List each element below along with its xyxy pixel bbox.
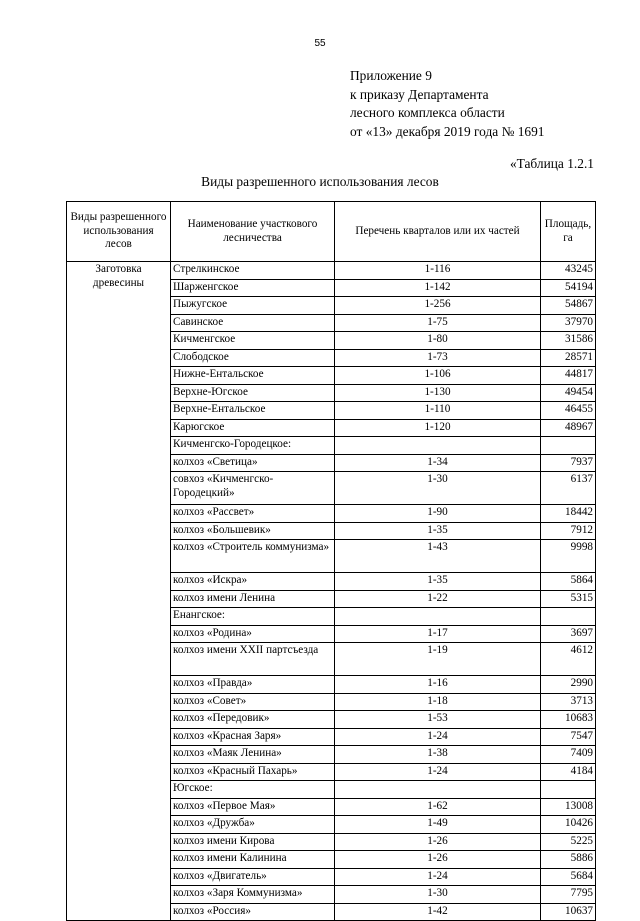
cell-quarters: 1-24 (335, 763, 541, 781)
cell-area: 3697 (541, 625, 596, 643)
cell-quarters: 1-34 (335, 454, 541, 472)
cell-quarters (335, 608, 541, 626)
cell-forestry-name: колхоз «Дружба» (171, 816, 335, 834)
cell-forestry-name: колхоз имени Ленина (171, 590, 335, 608)
cell-forestry-name: колхоз «Совет» (171, 693, 335, 711)
cell-forestry-name: колхоз имени XXII партсъезда (171, 643, 335, 676)
cell-forestry-name: Кичменгское (171, 332, 335, 350)
cell-area: 28571 (541, 349, 596, 367)
header-type: Виды разрешенного использования лесов (67, 202, 171, 262)
cell-quarters (335, 437, 541, 455)
cell-area: 43245 (541, 262, 596, 280)
cell-area: 5684 (541, 868, 596, 886)
cell-forestry-name: совхоз «Кичменгско-Городецкий» (171, 472, 335, 505)
cell-area: 54867 (541, 297, 596, 315)
table-reference: «Таблица 1.2.1 (509, 156, 594, 171)
cell-quarters: 1-73 (335, 349, 541, 367)
cell-forestry-name: колхоз «Строитель коммунизма» (171, 540, 335, 573)
cell-area: 5886 (541, 851, 596, 869)
cell-area: 7937 (541, 454, 596, 472)
cell-area: 5225 (541, 833, 596, 851)
cell-forestry-name: Пыжугское (171, 297, 335, 315)
cell-quarters: 1-53 (335, 711, 541, 729)
cell-quarters: 1-17 (335, 625, 541, 643)
cell-quarters: 1-22 (335, 590, 541, 608)
cell-area: 4612 (541, 643, 596, 676)
header-name: Наименование участкового лесничества (171, 202, 335, 262)
cell-quarters: 1-16 (335, 676, 541, 694)
cell-area: 13008 (541, 798, 596, 816)
cell-forestry-name: колхоз «Первое Мая» (171, 798, 335, 816)
cell-forestry-name: колхоз «Большевик» (171, 522, 335, 540)
cell-forestry-name: Верхне-Ентальское (171, 402, 335, 420)
cell-quarters: 1-18 (335, 693, 541, 711)
cell-area: 44817 (541, 367, 596, 385)
cell-forestry-name: Нижне-Ентальское (171, 367, 335, 385)
cell-quarters: 1-26 (335, 833, 541, 851)
cell-area: 46455 (541, 402, 596, 420)
cell-quarters: 1-90 (335, 505, 541, 523)
cell-quarters: 1-35 (335, 573, 541, 591)
cell-forestry-name: колхоз «Маяк Ленина» (171, 746, 335, 764)
cell-area: 7912 (541, 522, 596, 540)
cell-area: 7795 (541, 886, 596, 904)
cell-forestry-name: Слободское (171, 349, 335, 367)
cell-area: 10637 (541, 903, 596, 921)
cell-area: 10426 (541, 816, 596, 834)
cell-area: 18442 (541, 505, 596, 523)
cell-quarters (335, 781, 541, 799)
cell-quarters: 1-42 (335, 903, 541, 921)
cell-area: 5315 (541, 590, 596, 608)
cell-forestry-name: колхоз «Рассвет» (171, 505, 335, 523)
appendix-line-1: Приложение 9 (350, 68, 432, 83)
table-title: Виды разрешенного использования лесов (201, 174, 439, 189)
cell-quarters: 1-106 (335, 367, 541, 385)
cell-forestry-name: колхоз «Россия» (171, 903, 335, 921)
page-number: 55 (314, 38, 326, 49)
cell-quarters: 1-30 (335, 472, 541, 505)
cell-quarters: 1-80 (335, 332, 541, 350)
cell-forestry-name: Карюгское (171, 419, 335, 437)
cell-quarters: 1-110 (335, 402, 541, 420)
cell-quarters: 1-62 (335, 798, 541, 816)
cell-quarters: 1-120 (335, 419, 541, 437)
cell-forestry-name: колхоз «Двигатель» (171, 868, 335, 886)
table-body (67, 262, 596, 921)
cell-forestry-name: колхоз «Искра» (171, 573, 335, 591)
cell-forestry-name: Савинское (171, 314, 335, 332)
cell-area: 48967 (541, 419, 596, 437)
cell-area (541, 437, 596, 455)
cell-quarters: 1-19 (335, 643, 541, 676)
cell-area: 10683 (541, 711, 596, 729)
cell-area: 49454 (541, 384, 596, 402)
cell-quarters: 1-43 (335, 540, 541, 573)
cell-forestry-name: Кичменгско-Городецкое: (171, 437, 335, 455)
cell-quarters: 1-142 (335, 279, 541, 297)
cell-area: 6137 (541, 472, 596, 505)
cell-forestry-name: колхоз «Заря Коммунизма» (171, 886, 335, 904)
cell-area (541, 608, 596, 626)
table-header-row (67, 202, 596, 262)
cell-area: 7547 (541, 728, 596, 746)
cell-forestry-name: Верхне-Югское (171, 384, 335, 402)
cell-quarters: 1-116 (335, 262, 541, 280)
cell-quarters: 1-38 (335, 746, 541, 764)
appendix-line-3: лесного комплекса области (350, 105, 505, 120)
cell-quarters: 1-49 (335, 816, 541, 834)
cell-forestry-name: Югское: (171, 781, 335, 799)
cell-use-type: Заготовка древесины (67, 262, 171, 921)
forest-use-table (66, 201, 596, 921)
cell-area: 2990 (541, 676, 596, 694)
cell-area (541, 781, 596, 799)
cell-forestry-name: колхоз «Передовик» (171, 711, 335, 729)
cell-forestry-name: колхоз «Красный Пахарь» (171, 763, 335, 781)
cell-quarters: 1-26 (335, 851, 541, 869)
cell-area: 4184 (541, 763, 596, 781)
table-row (67, 262, 596, 280)
cell-area: 3713 (541, 693, 596, 711)
cell-quarters: 1-130 (335, 384, 541, 402)
cell-forestry-name: колхоз «Родина» (171, 625, 335, 643)
cell-quarters: 1-30 (335, 886, 541, 904)
cell-quarters: 1-256 (335, 297, 541, 315)
cell-quarters: 1-24 (335, 868, 541, 886)
cell-area: 37970 (541, 314, 596, 332)
cell-area: 54194 (541, 279, 596, 297)
cell-forestry-name: колхоз «Красная Заря» (171, 728, 335, 746)
cell-forestry-name: колхоз имени Кирова (171, 833, 335, 851)
cell-forestry-name: Енангское: (171, 608, 335, 626)
cell-forestry-name: колхоз «Правда» (171, 676, 335, 694)
appendix-block (350, 67, 630, 141)
cell-quarters: 1-35 (335, 522, 541, 540)
cell-forestry-name: колхоз «Светица» (171, 454, 335, 472)
appendix-line-2: к приказу Департамента (350, 86, 489, 102)
cell-area: 31586 (541, 332, 596, 350)
cell-forestry-name: колхоз имени Калинина (171, 851, 335, 869)
cell-area: 9998 (541, 540, 596, 573)
header-area: Площадь, га (541, 202, 596, 262)
cell-forestry-name: Стрелкинское (171, 262, 335, 280)
cell-area: 7409 (541, 746, 596, 764)
header-quarters: Перечень кварталов или их частей (335, 202, 541, 262)
cell-area: 5864 (541, 573, 596, 591)
cell-forestry-name: Шарженгское (171, 279, 335, 297)
cell-quarters: 1-24 (335, 728, 541, 746)
cell-quarters: 1-75 (335, 314, 541, 332)
appendix-line-4: от «13» декабря 2019 года № 1691 (350, 123, 545, 139)
